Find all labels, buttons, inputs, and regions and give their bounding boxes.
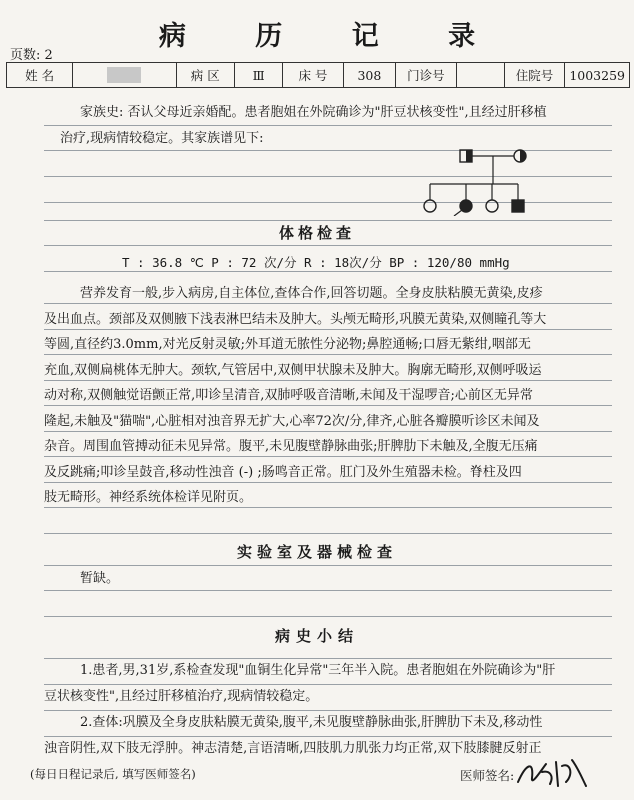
pedigree-father-carrier	[466, 150, 472, 162]
name-label: 姓 名	[7, 63, 73, 88]
vital-signs: T : 36.8 ℃ P : 72 次/分 R : 18次/分 BP : 120/80 mmHg	[122, 255, 510, 270]
footer-note: (每日日程记录后, 填写医师签名)	[30, 767, 196, 781]
ruled-line	[44, 405, 612, 406]
ruled-line	[44, 354, 612, 355]
ruled-line	[44, 125, 612, 126]
ward-label: 病 区	[176, 63, 234, 88]
exam-line-1: 营养发育一般,步入病房,自主体位,查体合作,回答切题。全身皮肤粘膜无黄染,皮疹	[80, 286, 543, 301]
pedigree-sibling-3	[486, 200, 498, 212]
ruled-line	[44, 736, 612, 737]
page-number	[10, 44, 53, 63]
ruled-line	[44, 329, 612, 330]
inpatient-label: 住院号	[504, 63, 565, 88]
ruled-line	[44, 303, 612, 304]
family-history-line-1: 家族史: 否认父母近亲婚配。患者胞姐在外院确诊为"肝豆状核变性",且经过肝移植	[80, 105, 547, 120]
ruled-line	[44, 658, 612, 659]
outpatient-value	[456, 63, 504, 88]
summary-item-1-line-1: 1.患者,男,31岁,系检查发现"血铜生化异常"三年半入院。患者胞姐在外院确诊为"肝	[80, 663, 556, 678]
name-value	[73, 63, 176, 88]
ward-value: Ⅲ	[235, 63, 283, 88]
ruled-line	[44, 590, 612, 591]
ruled-line	[44, 533, 612, 534]
page-number-value: 2	[44, 48, 53, 63]
summary-item-2-line-2: 浊音阴性,双下肢无浮肿。神志清楚,言语清晰,四肢肌力肌张力均正常,双下肢膝腱反射正	[44, 741, 542, 756]
pedigree-sibling-1	[424, 200, 436, 212]
ruled-line	[44, 616, 612, 617]
ruled-line	[44, 507, 612, 508]
ruled-line	[44, 380, 612, 381]
ruled-line	[44, 710, 612, 711]
exam-line-7: 杂音。周围血管搏动征未见异常。腹平,未见腹壁静脉曲张;肝脾肋下未触及,全腹无压痛	[44, 439, 538, 454]
ruled-line	[44, 565, 612, 566]
family-history-line-2: 治疗,现病情较稳定。其家族谱见下:	[60, 131, 264, 146]
lab-exam-content: 暂缺。	[80, 571, 120, 586]
page-number-label: 页数:	[10, 48, 41, 63]
exam-line-3: 等圆,直径约3.0mm,对光反射灵敏;外耳道无脓性分泌物;鼻腔通畅;口唇无紫绀,咽部无	[44, 337, 531, 352]
exam-line-6: 隆起,未触及"猫喘",心脏相对浊音界无扩大,心率72次/分,律齐,心脏各瓣膜听诊区未闻及	[44, 414, 540, 429]
outpatient-label: 门诊号	[396, 63, 457, 88]
ruled-line	[44, 271, 612, 272]
exam-line-8: 及反跳痛;叩诊呈鼓音,移动性浊音 (-) ;肠鸣音正常。肛门及外生殖器未检。脊柱及四	[44, 465, 522, 480]
exam-line-9: 肢无畸形。神经系统体检详见附页。	[44, 490, 253, 505]
redacted-name	[107, 67, 141, 83]
pedigree-proband-arrow	[454, 210, 462, 216]
exam-line-4: 充血,双侧扁桃体无肿大。颈软,气管居中,双侧甲状腺未及肿大。胸廓无畸形,双侧呼吸运	[44, 363, 542, 378]
family-pedigree-diagram	[418, 146, 538, 216]
ruled-line	[44, 245, 612, 246]
ruled-line	[44, 431, 612, 432]
exam-line-2: 及出血点。颈部及双侧腋下浅表淋巴结未及肿大。头颅无畸形,巩膜无黄染,双侧瞳孔等大	[44, 312, 547, 327]
ruled-line	[44, 482, 612, 483]
lab-exam-heading: 实验室及器械检查	[236, 543, 397, 561]
summary-item-2-line-1: 2.查体:巩膜及全身皮肤粘膜无黄染,腹平,未见腹壁静脉曲张,肝脾肋下未及,移动性	[80, 715, 543, 730]
patient-info-table	[6, 62, 630, 88]
bed-value: 308	[343, 63, 395, 88]
page-title: 病 历 记 录	[158, 21, 506, 52]
summary-item-1-line-2: 豆状核变性",且经过肝移植治疗,现病情较稳定。	[44, 689, 319, 704]
ruled-line	[44, 456, 612, 457]
exam-line-5: 动对称,双侧触觉语颤正常,叩诊呈清音,双肺呼吸音清晰,未闻及干湿啰音;心前区无异常	[44, 388, 533, 403]
summary-heading: 病史小结	[274, 627, 359, 645]
bed-label: 床 号	[283, 63, 343, 88]
handwritten-signature	[512, 752, 592, 792]
inpatient-value: 1003259	[565, 63, 630, 88]
ruled-line	[44, 684, 612, 685]
pedigree-patient	[512, 200, 524, 212]
ruled-line	[44, 220, 612, 221]
physical-exam-heading: 体格检查	[278, 224, 355, 242]
signature-label: 医师签名:	[460, 768, 515, 783]
